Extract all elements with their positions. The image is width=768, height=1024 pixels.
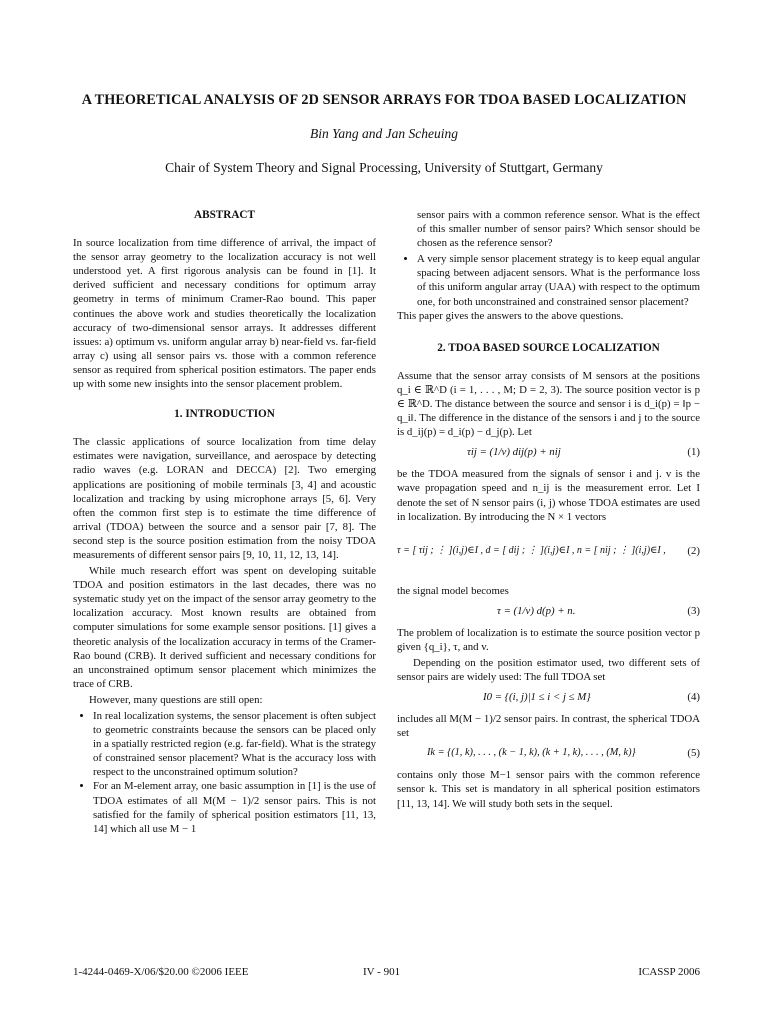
equation-4-number: (4) <box>687 691 700 704</box>
section2-paragraph-2: be the TDOA measured from the signals of sensor i and j. v is the wave propagation speed and n_ij is the measurement error. Let I denote the set of N sensor pairs (i, j) whose TDOA estimates are used in localization. By introducing the N × 1 vectors <box>397 468 700 523</box>
equation-5-number: (5) <box>687 747 700 760</box>
open-questions-list-continued <box>397 252 700 308</box>
equation-2 <box>397 530 700 576</box>
equation-5-expression: Ik = {(1, k), . . . , (k − 1, k), (k + 1, k), . . . , (M, k)} <box>427 747 636 759</box>
section2-paragraph-6: includes all M(M − 1)/2 sensor pairs. In contrast, the spherical TDOA set <box>397 713 700 740</box>
intro-paragraph-1: The classic applications of source localization from time delay estimates were navigation, surveillance, and aerospace by detecting radio waves (e.g. LORAN and DECCA) [2]. Two emerging applications are positioning of mobile terminals [3, 4] and acoustic localization and tracking by using microphone arrays [5, 6]. Very often the common first step is to estimate the time difference of arrival (TDOA) between the source and a sensor pair [7, 8]. The second step is the source position estimation from the noisy TDOA measurements of different sensor pairs [9, 10, 11, 12, 13, 14]. <box>73 436 376 561</box>
section2-paragraph-3: the signal model becomes <box>397 584 509 597</box>
equation-4 <box>397 690 700 706</box>
equation-3-expression: τ = (1/v) d(p) + n. <box>497 604 576 617</box>
intro-paragraph-3: However, many questions are still open: <box>89 693 263 706</box>
equation-1-expression: τij = (1/v) dij(p) + nij <box>467 446 561 459</box>
list-item: • For an M-element array, one basic assumption in [1] is the use of TDOA estimates of all M(M − 1)/2 sensor pairs. This is not satisfied for the family of spherical position estimators [11, 13, 14] which all use M − 1 <box>93 779 376 835</box>
list-item: • In real localization systems, the sensor placement is often subject to geometric constraints because the sensors can be placed only in a spatially restricted region (e.g. far-field). What is the strategy of constrained sensor placement? What is the accuracy loss with respect to the unconstrained optimum solution? <box>93 709 376 779</box>
abstract-text: In source localization from time difference of arrival, the impact of the sensor array geometry to the localization accuracy is not well understood yet. A first rigorous analysis can be found in [1]. It derived sufficient and necessary conditions for optimum array geometry in terms of minimum Cramer-Rao bound. This paper continues the above work and studies theoretically the localization accuracy of two-dimensional sensor arrays. It addresses different issues: a) optimum vs. uniform angular array b) near-field vs. far-field array c) using all sensor pairs vs. those with a common reference sensor as required from spherical position estimators. The paper ends up with some new insights into the sensor placement problem. <box>73 237 376 391</box>
section2-heading: 2. TDOA BASED SOURCE LOCALIZATION <box>437 341 660 354</box>
footer-isbn: 1-4244-0469-X/06/$20.00 ©2006 IEEE <box>73 966 249 978</box>
authors: Bin Yang and Jan Scheuing <box>310 126 458 141</box>
equation-3 <box>397 604 700 620</box>
equation-1 <box>397 445 700 461</box>
section2-paragraph-7: contains only those M−1 sensor pairs with the common reference sensor k. This set is mandatory in all spherical position estimators [11, 13, 14]. We will study both sets in the sequel. <box>397 769 700 810</box>
footer-page-number: IV - 901 <box>363 966 401 978</box>
list-item: • A very simple sensor placement strategy is to keep equal angular spacing between adjacent sensors. What is the performance loss of this uniform angular array (UAA) with respect to the optimum one, for both unconstrained and constrained sensor placement? <box>417 252 700 308</box>
equation-3-number: (3) <box>687 604 700 617</box>
equation-4-expression: I0 = {(i, j)|1 ≤ i < j ≤ M} <box>483 691 591 704</box>
equation-2-expression: τ = [ τij ; ⋮ ](i,j)∈I , d = [ dij ; ⋮ ](i,j)∈I , n = [ nij ; ⋮ ](i,j)∈I , <box>397 544 666 556</box>
abstract-heading: ABSTRACT <box>194 209 255 221</box>
section2-paragraph-4: The problem of localization is to estimate the source position vector p given {q_i}, τ, and v. <box>397 626 700 653</box>
bullet-continuation: sensor pairs with a common reference sensor. What is the effect of this smaller number of sensor pairs? Which sensor should be chosen as the reference sensor? <box>417 209 700 250</box>
affiliation: Chair of System Theory and Signal Processing, University of Stuttgart, Germany <box>165 160 603 175</box>
left-column <box>73 208 376 836</box>
equation-5 <box>397 746 700 762</box>
footer-conference: ICASSP 2006 <box>638 966 700 978</box>
intro-heading: 1. INTRODUCTION <box>174 408 275 421</box>
open-questions-list <box>73 709 376 836</box>
equation-2-number: (2) <box>687 544 700 557</box>
intro-paragraph-2: While much research effort was spent on developing suitable TDOA and position estimators in the last decades, there was no systematic study yet on the impact of the sensor array geometry to the localization accuracy. Most known results are obtained from computer simulations for some example sensor positions. [1] gives a theoretic analysis of the localization accuracy in terms of the Cramer-Rao bound (CRB). It derived sufficient and necessary conditions for an unconstrained optimum sensor placement which minimizes the trace of CRB. <box>73 565 376 690</box>
section2-paragraph-1: Assume that the sensor array consists of M sensors at the positions q_i ∈ ℝ^D (i = 1, . . . , M; D = 2, 3). The source position vector is p ∈ ℝ^D. The distance between the source and sensor i is d_i(p) = ‖p − q_i‖. The difference in the distance of the sensors i and j to the source is d_ij(p) = d_i(p) − d_j(p). Let <box>397 369 700 439</box>
answer-sentence: This paper gives the answers to the above questions. <box>397 309 624 322</box>
paper-title: A THEORETICAL ANALYSIS OF 2D SENSOR ARRAYS FOR TDOA BASED LOCALIZATION <box>81 92 687 108</box>
right-column <box>397 208 700 813</box>
section2-paragraph-5: Depending on the position estimator used, two different sets of sensor pairs are widely used: The full TDOA set <box>397 656 700 684</box>
equation-1-number: (1) <box>687 446 700 459</box>
